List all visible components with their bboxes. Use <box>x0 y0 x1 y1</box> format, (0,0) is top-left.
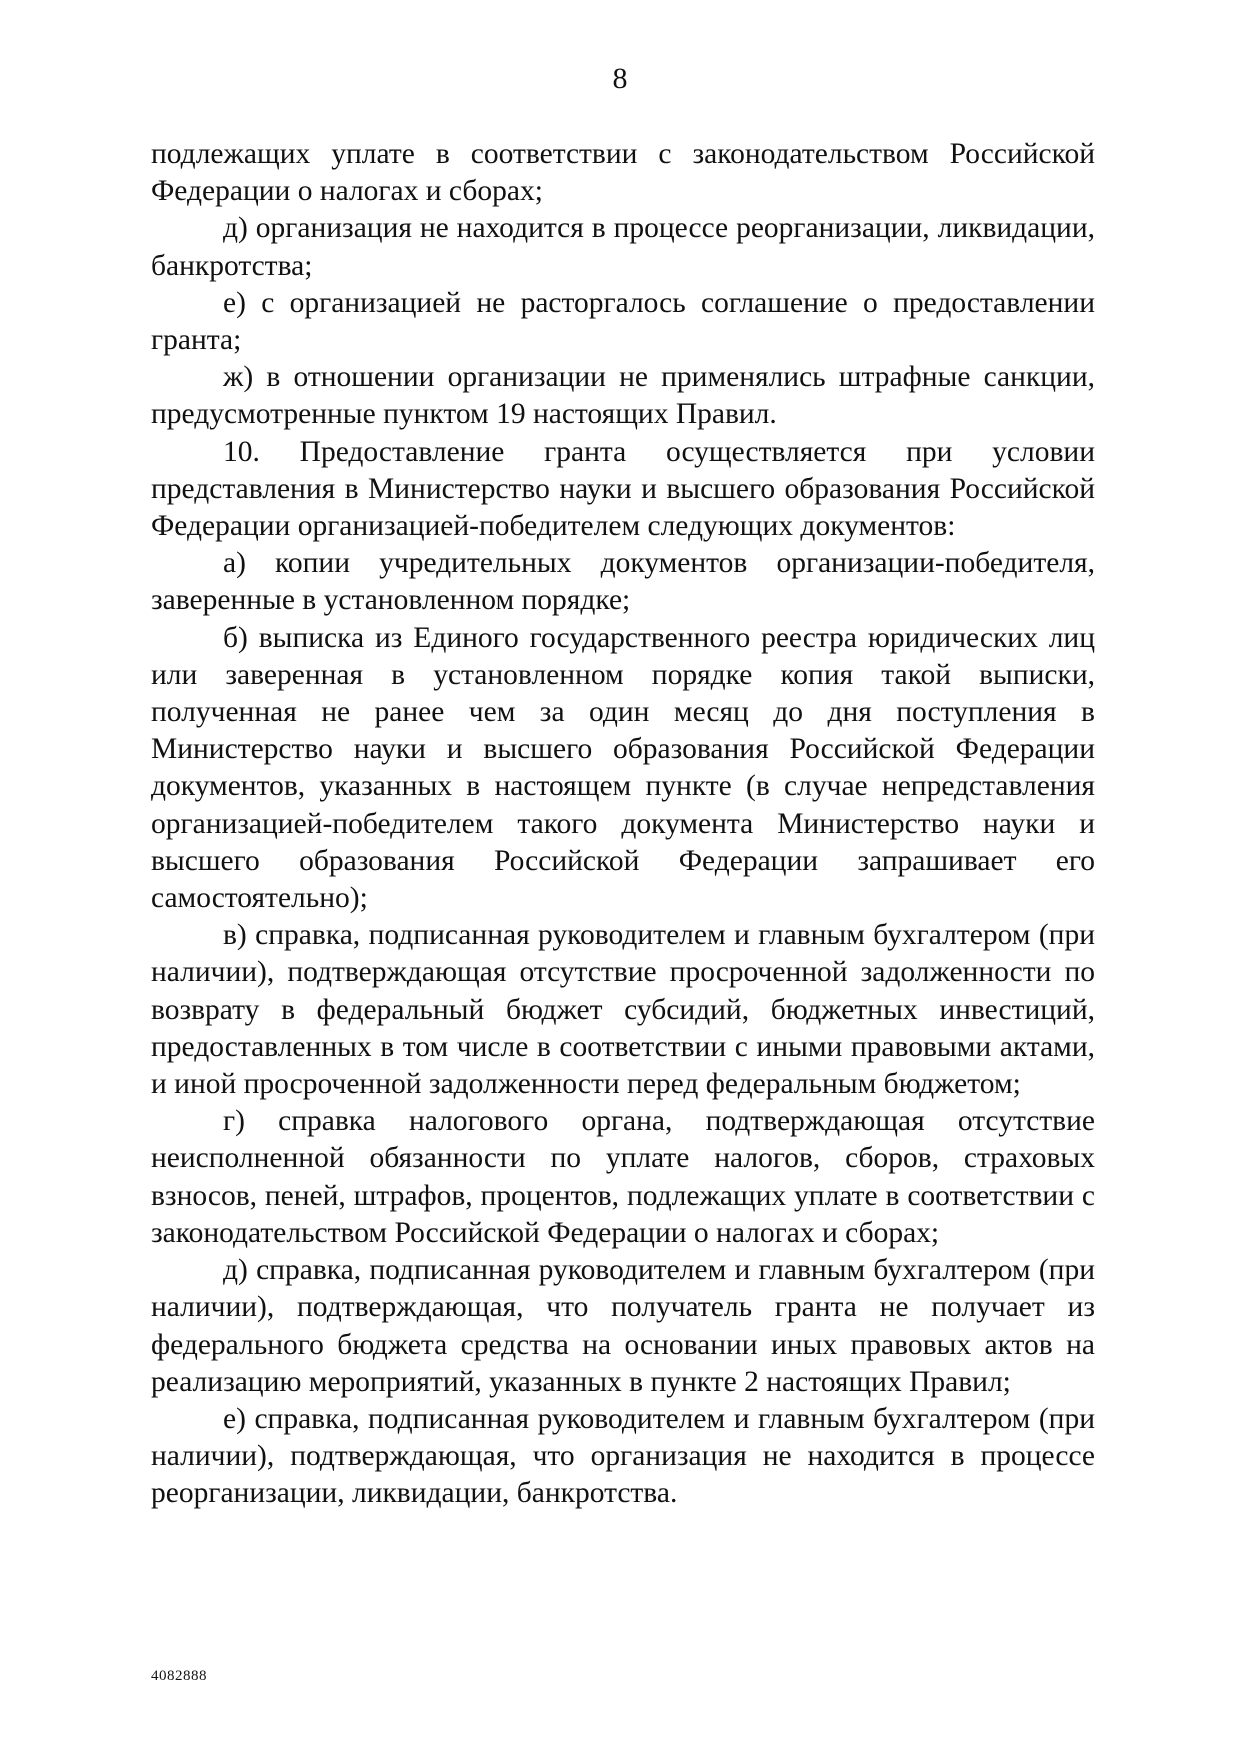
paragraph-item-zh-no-sanctions: ж) в отношении организации не применялись штрафные санкции, предусмотренные пунктом 19 настоящих Правил. <box>151 361 1095 431</box>
page-number: 8 <box>612 62 628 95</box>
paragraph-item-e-agreement-not-terminated: е) с организацией не расторгалось соглашение о предоставлении гранта; <box>151 286 1095 357</box>
document-code: 4082888 <box>151 1668 207 1684</box>
paragraph-item-b-registry-extract: б) выписка из Единого государственного реестра юридических лиц или заверенная в установленном порядке копия такой выписки, полученная не ранее чем за один месяц до дня поступления в Министерство науки и высшего образования Российской Федерации документов, указанных в настоящем пункте (в случае непредставления организацией-победителем такого документа Министерство науки и высшего образования Российской Федерации запрашивает его самостоятельно); <box>151 621 1095 915</box>
paragraph-item-d-no-other-funding: д) справка, подписанная руководителем и главным бухгалтером (при наличии), подтверждающая, что получатель гранта не получает из федерального бюджета средства на основании иных правовых актов на реализацию мероприятий, указанных в пункте 2 настоящих Правил; <box>151 1254 1095 1398</box>
paragraph-item-e-not-reorganizing-certificate: е) справка, подписанная руководителем и главным бухгалтером (при наличии), подтверждающая, что организация не находится в процессе реорганизации, ликвидации, банкротства. <box>151 1402 1095 1510</box>
paragraph-continuation: подлежащих уплате в соответствии с законодательством Российской Федерации о налогах и сборах; <box>151 138 1095 208</box>
document-body <box>151 136 1095 1513</box>
paragraph-item-a-founding-documents: а) копии учредительных документов организации-победителя, заверенные в установленном порядке; <box>151 547 1095 617</box>
paragraph-clause-10: 10. Предоставление гранта осуществляется при условии представления в Министерство науки и высшего образования Российской Федерации организацией-победителем следующих документов: <box>151 435 1095 543</box>
paragraph-item-d-not-reorganizing: д) организация не находится в процессе реорганизации, ликвидации, банкротства; <box>151 212 1095 282</box>
paragraph-item-v-debt-certificate: в) справка, подписанная руководителем и главным бухгалтером (при наличии), подтверждающая отсутствие просроченной задолженности по возврату в федеральный бюджет субсидий, бюджетных инвестиций, предоставленных в том числе в соответствии с иными правовыми актами, и иной просроченной задолженности перед федеральным бюджетом; <box>151 919 1095 1101</box>
paragraph-item-g-tax-certificate: г) справка налогового органа, подтверждающая отсутствие неисполненной обязанности по уплате налогов, сборов, страховых взносов, пеней, штрафов, процентов, подлежащих уплате в соответствии с законодательством Российской Федерации о налогах и сборах; <box>151 1105 1095 1249</box>
